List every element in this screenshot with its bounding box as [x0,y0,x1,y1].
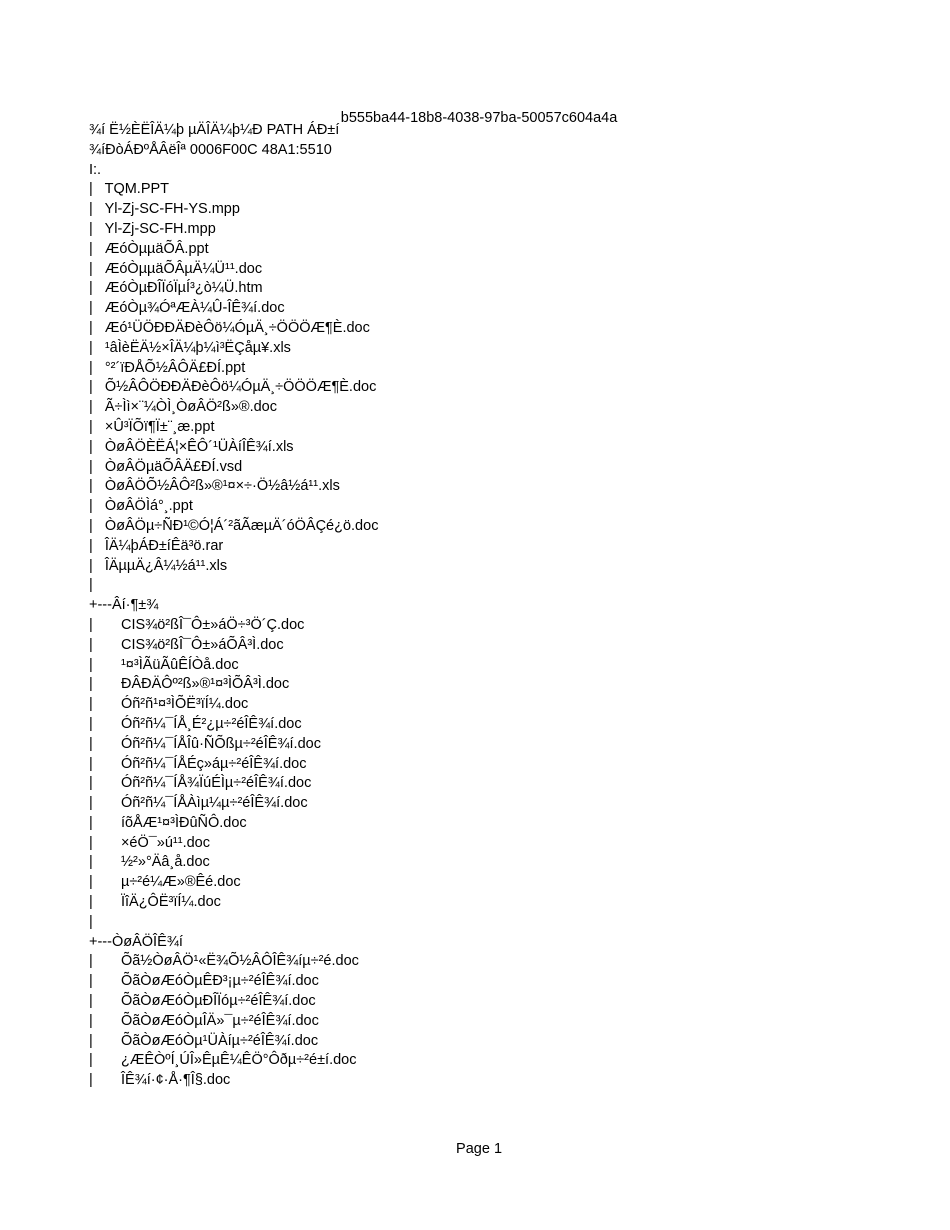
listing-line: | [89,577,93,594]
document-title: b555ba44-18b8-4038-97ba-50057c604a4a [340,110,618,126]
listing-line: | [89,913,93,930]
listing-line: | íõÅÆ¹¤³ÌÐûÑÔ.doc [89,814,247,831]
listing-line: | ÆóÒµÐÎÏóÏµÍ³¿ò¼Ü.htm [89,280,263,297]
page-footer [0,1121,950,1159]
listing-line: | ¹âÌèËÄ½×ÎÄ¼þ¼ì³ËÇåµ¥.xls [89,339,291,356]
listing-line: | ÒøÂÖÌá°¸.ppt [89,498,193,515]
listing-line: | Óñ²ñ¼¯ÍÅÀìµ¼µ÷²éÎÊ¾í.doc [89,795,308,812]
listing-line: | ÕãÒøÆóÒµ¹ÜÀíµ÷²éÎÊ¾í.doc [89,1032,319,1049]
listing-line: | Yl-Zj-SC-FH-YS.mpp [89,201,240,218]
listing-line: | ÕãÒøÆóÒµÎÄ»¯µ÷²éÎÊ¾í.doc [89,1012,319,1029]
listing-line: | ×Û³ÏÕï¶Ï±¨¸æ.ppt [89,418,215,435]
listing-line: | µ÷²é¼Æ»®Êé.doc [89,874,241,891]
listing-line: | TQM.PPT [89,181,170,198]
listing-line: | ¿ÆÊÒºÍ¸ÚÎ»ÊµÊ¼ÊÖ°Ôðµ÷²é±í.doc [89,1052,357,1069]
listing-line: | ÎÄ¼þÁÐ±íÊä³ö.rar [89,537,224,554]
listing-line: | Óñ²ñ¹¤³ÌÕË³ïÍ¼.doc [89,696,249,713]
listing-line: | ÆóÒµ¾ÓªÆÀ¼Û-ÎÊ¾í.doc [89,300,285,317]
listing-line: ¾í Ë½ÈËÎÄ¼þ µÄÎÄ¼þ¼Ð PATH ÁÐ±í [89,122,340,138]
listing-line: | ÆóÒµµäÕÂ.ppt [89,240,209,257]
listing-line: | ÏîÄ¿ÔË³ïÍ¼.doc [89,894,221,911]
listing-line: | Óñ²ñ¼¯ÍÅ¸É²¿µ÷²éÎÊ¾í.doc [89,715,302,732]
listing-line: | ×éÖ¯»ú¹¹.doc [89,834,210,851]
listing-line: | ÐÂÐÄÔº²ß»®¹¤³ÌÕÂ³Ì.doc [89,676,290,693]
listing-line: | Óñ²ñ¼¯ÍÅÎû·ÑÕßµ÷²éÎÊ¾í.doc [89,735,321,752]
listing-line: | °²´ïÐÅÕ½ÂÔÄ£ÐÍ.ppt [89,359,246,376]
listing-line: | ÒøÂÖµ÷ÑÐ¹©Ó¦Á´²ãÃæµÄ´óÖÂÇé¿ö.doc [89,517,379,534]
listing-line: | ÒøÂÖÕ½ÂÔ²ß»®¹¤×÷·Ö½â½á¹¹.xls [89,478,340,495]
listing-line: I:. [89,161,102,178]
listing-line: | ¹¤³ÌÃüÃûÊÍÒå.doc [89,656,239,673]
listing-line: | ½²»°Äâ¸å.doc [89,854,210,871]
listing-line: +---ÒøÂÖÎÊ¾í [89,933,183,950]
listing-line: | Æó¹ÜÖÐÐÄÐèÔö¼ÓµÄ¸÷ÖÖÖÆ¶È.doc [89,319,370,336]
listing-line: | ÎÊ¾í·¢·Å·¶Î§.doc [89,1072,231,1089]
listing-line: | Yl-Zj-SC-FH.mpp [89,220,216,237]
listing-line: | CIS¾ö²ßÎ¯Ô±»áÖ÷³Ö´Ç.doc [89,616,305,633]
listing-line: +---Âí·¶±¾ [89,597,159,614]
listing-line: | Ã÷Ìì×¨¼ÒÌ¸ÒøÂÖ²ß»®.doc [89,399,277,416]
directory-listing [89,121,909,1091]
page-number: Page 1 [456,1141,503,1157]
listing-line: | ÒøÂÖÈËÁ¦×ÊÔ´¹ÜÀíÎÊ¾í.xls [89,438,294,455]
listing-line: | ÒøÂÖµäÕÂÄ£ÐÍ.vsd [89,458,243,475]
listing-line: | ÎÄµµÄ¿Â¼½á¹¹.xls [89,557,228,574]
listing-line: | Óñ²ñ¼¯ÍÅÉç»áµ÷²éÎÊ¾í.doc [89,755,307,772]
listing-line: | Óñ²ñ¼¯ÍÅ¾ÏúÉÌµ÷²éÎÊ¾í.doc [89,775,312,792]
listing-line: ¾íÐòÁÐºÅÂëÎª 0006F00C 48A1:5510 [89,141,332,158]
listing-line: | Õ½ÂÔÖÐÐÄÐèÔö¼ÓµÄ¸÷ÖÖÖÆ¶È.doc [89,379,377,396]
listing-line: | Õã½ÒøÂÖ¹«Ë¾Õ½ÂÔÎÊ¾íµ÷²é.doc [89,953,359,970]
listing-line: | ÆóÒµµäÕÂµÄ¼Ü¹¹.doc [89,260,263,277]
listing-line: | ÕãÒøÆóÒµÐÎÏóµ÷²éÎÊ¾í.doc [89,993,316,1010]
listing-line: | ÕãÒøÆóÒµÊÐ³¡µ÷²éÎÊ¾í.doc [89,973,319,990]
listing-line: | CIS¾ö²ßÎ¯Ô±»áÕÂ³Ì.doc [89,636,284,653]
